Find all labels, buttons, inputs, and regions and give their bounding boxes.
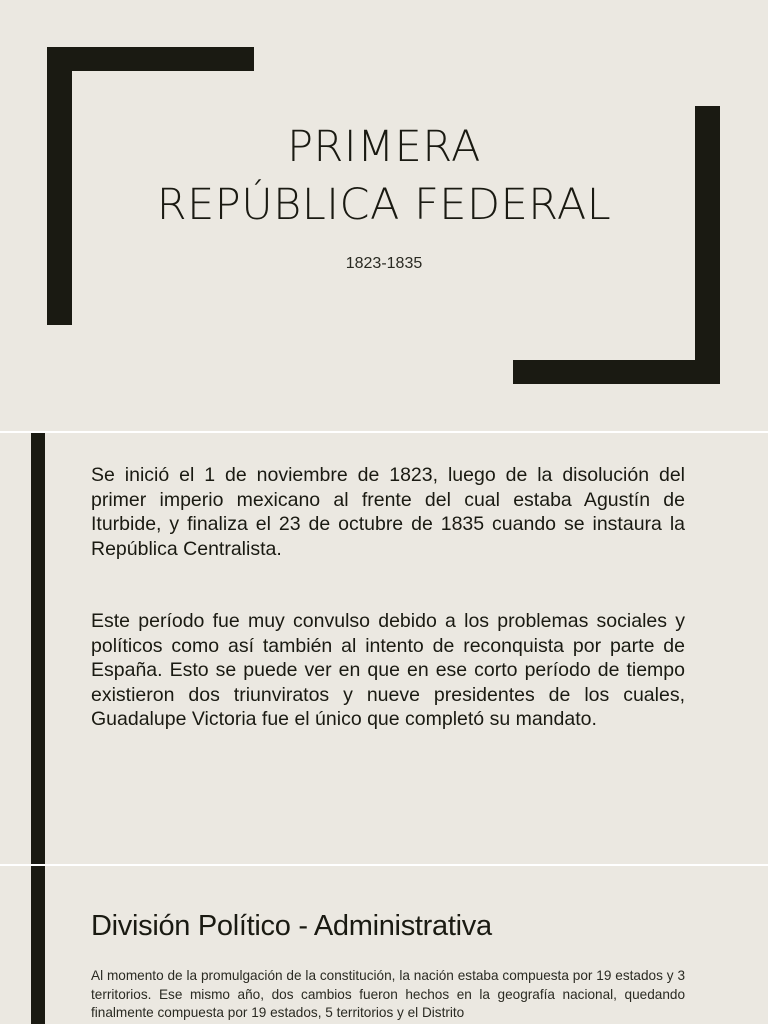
content-slide-intro bbox=[0, 433, 768, 864]
slide-title-line1: PRIMERA bbox=[287, 122, 481, 172]
frame-bar-bottom-right-horizontal bbox=[513, 360, 720, 384]
slide-title-line2: REPÚBLICA FEDERAL bbox=[156, 180, 612, 230]
intro-paragraph-1: Se inició el 1 de noviembre de 1823, luego de la disolución del primer imperio mexicano al frente del cual estaba Agustín de Iturbide, y finaliza el 23 de octubre de 1835 cuando se instaura la República Centralista. bbox=[91, 464, 685, 560]
slide-title bbox=[0, 118, 768, 234]
side-accent-bar bbox=[31, 433, 45, 864]
frame-bar-top-left-horizontal bbox=[47, 47, 254, 71]
title-slide bbox=[0, 0, 768, 431]
side-accent-bar bbox=[31, 866, 45, 1024]
intro-paragraph-2: Este período fue muy convulso debido a los problemas sociales y políticos como así también al intento de reconquista por parte de España. Esto se puede ver en que en ese corto período de tiempo existieron dos triunviratos y nueve presidentes de los cuales, Guadalupe Victoria fue el único que completó su mandato. bbox=[91, 610, 685, 731]
section-heading: División Político - Administrativa bbox=[91, 910, 492, 942]
division-paragraph: Al momento de la promulgación de la constitución, la nación estaba compuesta por 19 estados y 3 territorios. Ese mismo año, dos cambios fueron hechos en la geografía nacional, quedando finalmente compuesta por 19 estados, 5 territorios y el Distrito bbox=[91, 968, 685, 1020]
content-slide-division bbox=[0, 866, 768, 1024]
slide-subtitle: 1823-1835 bbox=[345, 255, 423, 272]
